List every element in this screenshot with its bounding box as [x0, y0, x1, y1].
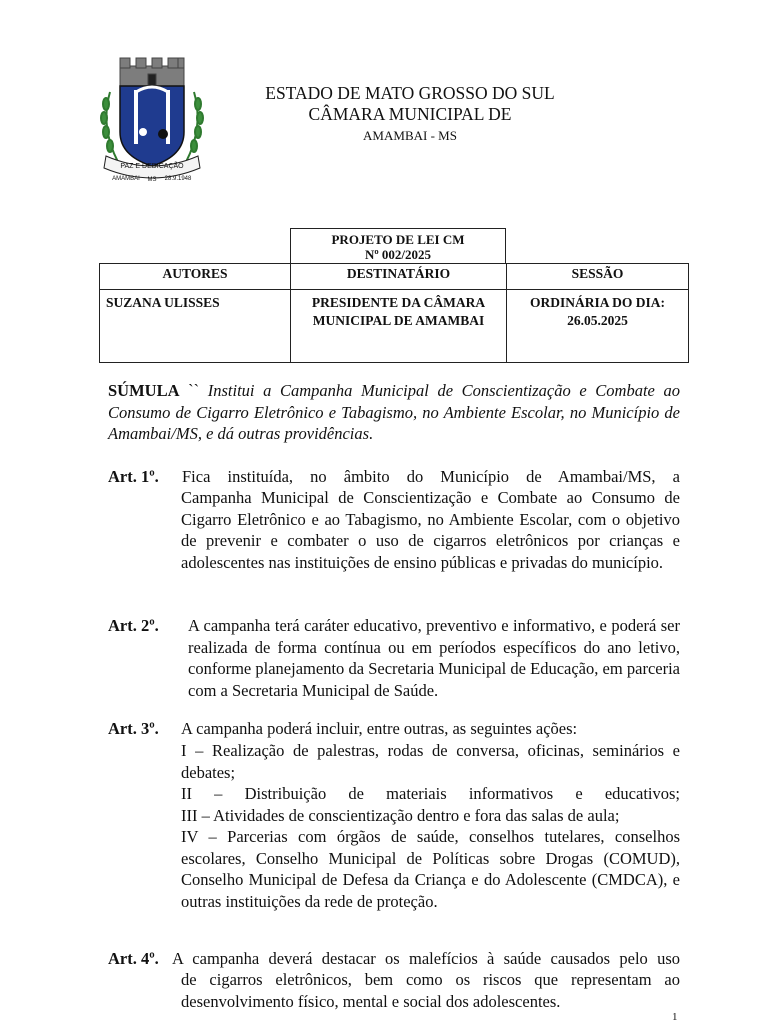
- crest-date: 28.9.1948: [164, 176, 192, 182]
- municipal-crest-logo: [96, 52, 208, 184]
- sumula-label: SÚMULA: [108, 381, 180, 400]
- cell-recipient: PRESIDENTE DA CÂMARA MUNICIPAL DE AMAMBAI: [291, 290, 507, 363]
- sumula-text: Institui a Campanha Municipal de Conscientização e Combate ao Consumo de Cigarro Eletrônico e Tabagismo, no Ambiente Escolar, no Município de Amambai/MS, e dá outras providências.: [108, 381, 680, 443]
- project-title-box: [290, 228, 506, 263]
- header-recipient: DESTINATÁRIO: [291, 264, 507, 290]
- crest-motto: PAZ E DEDICAÇÃO: [120, 163, 184, 170]
- header-city: AMAMBAI - MS: [363, 128, 457, 143]
- project-number: Nº 002/2025: [364, 247, 432, 262]
- art1-first-line: Fica instituída, no âmbito do Município de Amambai/MS, a: [182, 467, 680, 486]
- list-item: III – Atividades de conscientização dentro e fora das salas de aula;: [181, 805, 620, 825]
- art1-text: Campanha Municipal de Conscientização e Combate ao Consumo de Cigarro Eletrônico e ao Tabagismo, no Ambiente Escolar, com o objetivo de prevenir e combater o uso de cigarros eletrônicos por crianças e adolescentes nas instituições de ensino públicas e privadas do município.: [181, 488, 680, 572]
- art3-list: [181, 740, 680, 912]
- art3-text: A campanha poderá incluir, entre outras, as seguintes ações:: [181, 719, 578, 738]
- page-number: 1: [672, 1011, 678, 1023]
- art2-text-wrap: [188, 615, 680, 701]
- list-item: II – Distribuição de materiais informativos e educativos;: [181, 784, 680, 803]
- metadata-table: [99, 263, 689, 363]
- header-authors: AUTORES: [100, 264, 291, 290]
- art4-first-line: A campanha deverá destacar os malefícios à saúde causados pelo uso: [172, 949, 680, 968]
- header-chamber: CÂMARA MUNICIPAL DE: [308, 104, 512, 124]
- crest-city: AMAMBAI: [112, 176, 140, 182]
- cell-authors: SUZANA ULISSES: [100, 290, 291, 363]
- project-title: PROJETO DE LEI CM: [331, 232, 465, 247]
- cell-session: ORDINÁRIA DO DIA: 26.05.2025: [507, 290, 689, 363]
- header-session: SESSÃO: [507, 264, 689, 290]
- art4-text: de cigarros eletrônicos, bem como os riscos que representam ao desenvolvimento físico, mental e social dos adolescentes.: [181, 970, 680, 1011]
- art1-label: Art. 1º.: [108, 467, 159, 486]
- crest-state: MS: [147, 177, 157, 183]
- art4-label: Art. 4º.: [108, 949, 159, 968]
- table-header-row: [100, 264, 689, 290]
- sumula-paragraph: [108, 380, 680, 445]
- art3-label: Art. 3º.: [108, 719, 159, 738]
- art2-label: Art. 2º.: [108, 616, 159, 635]
- header-state: ESTADO DE MATO GROSSO DO SUL: [265, 83, 555, 103]
- table-row: [100, 290, 689, 363]
- list-item: I – Realização de palestras, rodas de conversa, oficinas, seminários e debates;: [181, 741, 680, 782]
- sumula-quote: ``: [179, 381, 208, 400]
- art2-text: A campanha terá caráter educativo, preventivo e informativo, e poderá ser realizada de forma contínua ou em períodos específicos do ano letivo, conforme planejamento da Secretaria Municipal de Educação, em parceria com a Secretaria Municipal de Saúde.: [188, 616, 680, 700]
- list-item: IV – Parcerias com órgãos de saúde, conselhos tutelares, conselhos escolares, Conselho Municipal de Políticas sobre Drogas (COMUD), Conselho Municipal de Defesa da Criança e do Adolescente (CMDCA), e outras instituições da rede de proteção.: [181, 827, 680, 911]
